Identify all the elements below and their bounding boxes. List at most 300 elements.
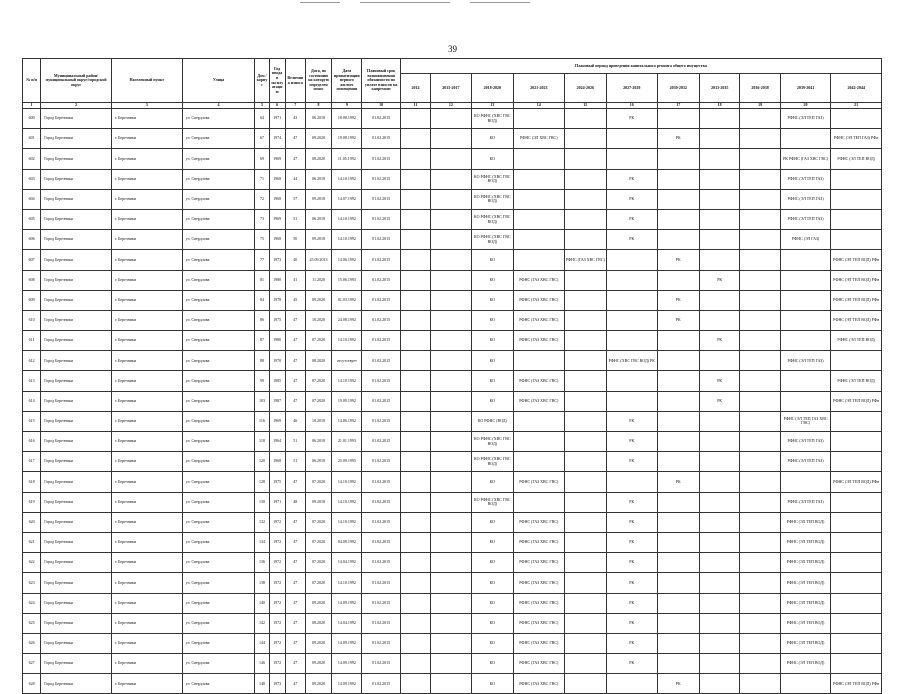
cell-no: 608 xyxy=(23,270,41,290)
cell-wear: 40 xyxy=(285,250,305,270)
table-row xyxy=(23,411,882,431)
column-number: 10 xyxy=(362,103,400,109)
cell-period xyxy=(699,593,739,613)
table-body xyxy=(23,109,882,694)
cell-period: КО РФНС (ХВС ГВС ВОД) xyxy=(471,230,513,250)
cell-locality: г. Березники xyxy=(111,654,182,674)
cell-house: 148 xyxy=(255,674,269,694)
cell-period xyxy=(740,452,780,472)
cell-municipality: Город Березники xyxy=(41,472,112,492)
scan-artifact xyxy=(360,2,450,3)
cell-privatization-date: 14.09.1992 xyxy=(332,674,362,694)
capital-repair-table-container xyxy=(22,58,882,694)
cell-period xyxy=(657,593,699,613)
cell-period xyxy=(780,371,831,391)
cell-year-built: 1972 xyxy=(269,613,285,633)
cell-period: РФНС (ЭЛ ТЕП ГАЗ) xyxy=(780,432,831,452)
cell-locality: г. Березники xyxy=(111,391,182,411)
cell-period xyxy=(564,109,606,129)
cell-street: ул. Свердлова xyxy=(182,633,255,653)
cell-period xyxy=(699,512,739,532)
cell-period xyxy=(699,674,739,694)
header-municipality: Муниципальный район/ муниципальный округ/городской округ xyxy=(41,59,112,103)
cell-year-built: 1985 xyxy=(269,371,285,391)
cell-obligation-date: 01.02.2015 xyxy=(362,654,400,674)
cell-period: РФНС (ГАЗ ХВС ГВС) xyxy=(514,613,565,633)
cell-period xyxy=(657,553,699,573)
cell-period xyxy=(431,270,471,290)
table-row xyxy=(23,250,882,270)
cell-municipality: Город Березники xyxy=(41,109,112,129)
cell-period xyxy=(657,169,699,189)
cell-street: ул. Свердлова xyxy=(182,512,255,532)
cell-period xyxy=(514,230,565,250)
cell-period xyxy=(657,209,699,229)
cell-period xyxy=(514,250,565,270)
cell-period: КО xyxy=(471,553,513,573)
cell-no: 600 xyxy=(23,109,41,129)
cell-state-date: 10.2020 xyxy=(305,310,331,330)
cell-period: КО РФНС (ХВС ГВС ВОД) xyxy=(471,169,513,189)
cell-period: РФНС (ЭЛ ХВС ГВС) xyxy=(514,129,565,149)
cell-house: 87 xyxy=(255,331,269,351)
cell-year-built: 1972 xyxy=(269,573,285,593)
cell-street: ул. Свердлова xyxy=(182,371,255,391)
cell-street: ул. Свердлова xyxy=(182,351,255,371)
cell-period: РФНС (ЭЛ ТЕП ВОД) xyxy=(780,573,831,593)
cell-period xyxy=(657,270,699,290)
cell-wear: 47 xyxy=(285,371,305,391)
cell-year-built: 1973 xyxy=(269,250,285,270)
cell-privatization-date: 04.09.1992 xyxy=(332,532,362,552)
cell-wear: 47 xyxy=(285,633,305,653)
cell-locality: г. Березники xyxy=(111,189,182,209)
table-row xyxy=(23,351,882,371)
cell-year-built: 1971 xyxy=(269,109,285,129)
cell-period xyxy=(431,512,471,532)
cell-period: КО РФНС (ХВС ГВС ВОД) xyxy=(471,109,513,129)
cell-obligation-date: 01.02.2015 xyxy=(362,452,400,472)
cell-obligation-date: 01.02.2015 xyxy=(362,613,400,633)
cell-period xyxy=(564,189,606,209)
cell-period xyxy=(431,492,471,512)
cell-period: РФНС (ЭЛ ТЕП ВОД) РФн xyxy=(831,674,882,694)
page-number: 39 xyxy=(448,44,457,54)
cell-state-date: 07.2020 xyxy=(305,512,331,532)
cell-period xyxy=(740,432,780,452)
cell-year-built: 1973 xyxy=(269,674,285,694)
header-privatization-date: Дата приватизации первого жилого помещения xyxy=(332,59,362,103)
cell-house: 144 xyxy=(255,633,269,653)
cell-state-date: 09.2020 xyxy=(305,633,331,653)
column-number: 11 xyxy=(400,103,430,109)
cell-period: РФНС (ЭЛ ТЕП ВОД) РФн xyxy=(831,250,882,270)
column-number: 21 xyxy=(831,103,882,109)
column-number: 3 xyxy=(111,103,182,109)
cell-state-date: 09.2020 xyxy=(305,593,331,613)
cell-wear: 51 xyxy=(285,452,305,472)
cell-period xyxy=(657,654,699,674)
cell-period xyxy=(699,129,739,149)
cell-period xyxy=(657,613,699,633)
cell-municipality: Город Березники xyxy=(41,169,112,189)
cell-period xyxy=(564,149,606,169)
cell-period xyxy=(400,674,430,694)
cell-period xyxy=(514,411,565,431)
cell-no: 610 xyxy=(23,310,41,330)
cell-period xyxy=(657,432,699,452)
cell-period xyxy=(607,250,658,270)
header-locality: Населенный пункт xyxy=(111,59,182,103)
cell-municipality: Город Березники xyxy=(41,331,112,351)
cell-municipality: Город Березники xyxy=(41,573,112,593)
cell-period xyxy=(780,270,831,290)
table-row xyxy=(23,391,882,411)
cell-municipality: Город Березники xyxy=(41,532,112,552)
cell-period xyxy=(564,391,606,411)
cell-year-built: 1964 xyxy=(269,432,285,452)
cell-state-date: 09.2020 xyxy=(305,674,331,694)
cell-period: КО xyxy=(471,371,513,391)
cell-period xyxy=(831,411,882,431)
cell-locality: г. Березники xyxy=(111,553,182,573)
cell-state-date: 07.2020 xyxy=(305,532,331,552)
cell-period xyxy=(431,472,471,492)
cell-locality: г. Березники xyxy=(111,169,182,189)
cell-period xyxy=(564,129,606,149)
cell-period xyxy=(831,452,882,472)
header-state-date: Дата, по состоянию на которую определен износ xyxy=(305,59,331,103)
cell-period: КО xyxy=(471,129,513,149)
cell-period: РФНС (ЭЛ ТЕП ВОД) РФн xyxy=(831,310,882,330)
cell-period xyxy=(431,371,471,391)
cell-period: КО xyxy=(471,290,513,310)
cell-period: РК xyxy=(607,512,658,532)
cell-period xyxy=(607,371,658,391)
cell-wear: 50 xyxy=(285,230,305,250)
cell-period: РФНС (ГАЗ ХВС ГВС) xyxy=(514,593,565,613)
cell-year-built: 1971 xyxy=(269,492,285,512)
table-row xyxy=(23,371,882,391)
cell-privatization-date: 14.06.1992 xyxy=(332,250,362,270)
cell-state-date: 25.09.2013 xyxy=(305,250,331,270)
cell-period xyxy=(699,452,739,472)
cell-wear: 47 xyxy=(285,129,305,149)
table-row xyxy=(23,532,882,552)
cell-no: 623 xyxy=(23,573,41,593)
cell-house: 103 xyxy=(255,391,269,411)
cell-period: РК xyxy=(607,613,658,633)
header-house: Дом / корпус xyxy=(255,59,269,103)
cell-period xyxy=(400,452,430,472)
cell-locality: г. Березники xyxy=(111,613,182,633)
cell-no: 624 xyxy=(23,593,41,613)
table-row xyxy=(23,109,882,129)
cell-no: 602 xyxy=(23,149,41,169)
cell-period xyxy=(564,310,606,330)
cell-period: РФНС (ЭЛ ТЕП ВОД) xyxy=(780,654,831,674)
cell-period xyxy=(699,351,739,371)
cell-street: ул. Свердлова xyxy=(182,391,255,411)
cell-municipality: Город Березники xyxy=(41,432,112,452)
table-row xyxy=(23,290,882,310)
cell-period xyxy=(740,593,780,613)
cell-period xyxy=(831,109,882,129)
cell-house: 120 xyxy=(255,452,269,472)
table-header xyxy=(23,59,882,109)
cell-period: РФНС (ЭЛ ТЕП ГАЗ) xyxy=(780,189,831,209)
cell-period xyxy=(657,371,699,391)
cell-privatization-date: 14.10.1992 xyxy=(332,169,362,189)
cell-period: РФНС (ЭЛ ТЕП ВОД) xyxy=(831,149,882,169)
cell-period xyxy=(514,452,565,472)
cell-period xyxy=(564,593,606,613)
cell-period: РК xyxy=(607,553,658,573)
cell-period xyxy=(740,633,780,653)
cell-period xyxy=(514,149,565,169)
cell-municipality: Город Березники xyxy=(41,270,112,290)
cell-street: ул. Свердлова xyxy=(182,472,255,492)
cell-no: 614 xyxy=(23,391,41,411)
cell-obligation-date: 01.02.2015 xyxy=(362,432,400,452)
cell-privatization-date: отсутствует xyxy=(332,351,362,371)
cell-period xyxy=(431,331,471,351)
cell-locality: г. Березники xyxy=(111,230,182,250)
cell-state-date: 06.2018 xyxy=(305,209,331,229)
cell-period xyxy=(431,654,471,674)
cell-obligation-date: 01.02.2015 xyxy=(362,492,400,512)
cell-street: ул. Свердлова xyxy=(182,169,255,189)
cell-period: РФНС (ХВС ГВС ВОД) РК xyxy=(607,351,658,371)
cell-period xyxy=(607,149,658,169)
cell-wear: 46 xyxy=(285,411,305,431)
cell-period xyxy=(564,230,606,250)
cell-period: РК xyxy=(607,189,658,209)
cell-period xyxy=(564,492,606,512)
cell-period xyxy=(740,391,780,411)
cell-period: РК xyxy=(607,633,658,653)
cell-period xyxy=(740,532,780,552)
cell-period xyxy=(400,250,430,270)
header-period: 2039-2041 xyxy=(780,74,831,103)
cell-house: 130 xyxy=(255,492,269,512)
cell-period xyxy=(657,331,699,351)
cell-wear: 47 xyxy=(285,310,305,330)
cell-wear: 47 xyxy=(285,573,305,593)
cell-period xyxy=(740,654,780,674)
cell-period xyxy=(514,209,565,229)
cell-obligation-date: 01.02.2015 xyxy=(362,129,400,149)
cell-period: КО xyxy=(471,512,513,532)
cell-period xyxy=(514,189,565,209)
cell-period xyxy=(431,411,471,431)
cell-period: РК xyxy=(699,331,739,351)
cell-period: РФНС (ГАЗ ХВС ГВС) xyxy=(514,371,565,391)
cell-state-date: 09.2018 xyxy=(305,230,331,250)
cell-period xyxy=(657,633,699,653)
cell-period xyxy=(740,492,780,512)
column-number: 19 xyxy=(740,103,780,109)
cell-period xyxy=(400,331,430,351)
cell-period xyxy=(431,532,471,552)
cell-obligation-date: 01.02.2015 xyxy=(362,109,400,129)
cell-obligation-date: 01.02.2015 xyxy=(362,351,400,371)
cell-period xyxy=(831,432,882,452)
cell-state-date: 07.2020 xyxy=(305,371,331,391)
cell-period xyxy=(400,230,430,250)
table-row xyxy=(23,149,882,169)
cell-year-built: 1972 xyxy=(269,654,285,674)
cell-obligation-date: 01.02.2015 xyxy=(362,331,400,351)
cell-wear: 44 xyxy=(285,169,305,189)
cell-state-date: 08.2020 xyxy=(305,149,331,169)
cell-period: РФНС (ЭЛ ТЕП ГАЗ) xyxy=(780,109,831,129)
cell-municipality: Город Березники xyxy=(41,654,112,674)
scan-artifact xyxy=(300,2,340,3)
table-row xyxy=(23,189,882,209)
cell-period xyxy=(431,129,471,149)
cell-privatization-date: 14.09.1992 xyxy=(332,633,362,653)
cell-wear: 47 xyxy=(285,613,305,633)
cell-period xyxy=(780,472,831,492)
cell-period: РК xyxy=(607,230,658,250)
column-number: 18 xyxy=(699,103,739,109)
cell-period xyxy=(400,391,430,411)
cell-no: 620 xyxy=(23,512,41,532)
cell-period xyxy=(564,169,606,189)
cell-no: 612 xyxy=(23,351,41,371)
cell-locality: г. Березники xyxy=(111,573,182,593)
cell-house: 84 xyxy=(255,290,269,310)
cell-period xyxy=(400,129,430,149)
table-row xyxy=(23,613,882,633)
cell-wear: 51 xyxy=(285,209,305,229)
cell-period: КО xyxy=(471,633,513,653)
cell-period xyxy=(831,633,882,653)
cell-period xyxy=(564,351,606,371)
cell-period xyxy=(564,452,606,472)
cell-street: ул. Свердлова xyxy=(182,553,255,573)
cell-year-built: 1980 xyxy=(269,270,285,290)
cell-state-date: 06.2018 xyxy=(305,432,331,452)
cell-period: РФНС (ЭЛ ТЕП ВОД) xyxy=(780,593,831,613)
cell-street: ул. Свердлова xyxy=(182,149,255,169)
cell-period xyxy=(780,290,831,310)
cell-period xyxy=(831,351,882,371)
cell-locality: г. Березники xyxy=(111,411,182,431)
cell-period: РК xyxy=(657,674,699,694)
cell-no: 615 xyxy=(23,411,41,431)
cell-year-built: 1975 xyxy=(269,472,285,492)
cell-period xyxy=(400,573,430,593)
cell-obligation-date: 01.02.2015 xyxy=(362,310,400,330)
cell-period: РФНС (ГАЗ ХВС ГВС) xyxy=(514,290,565,310)
cell-locality: г. Березники xyxy=(111,250,182,270)
cell-period: РФНС (ЭЛ ГАЗ) xyxy=(780,230,831,250)
cell-locality: г. Березники xyxy=(111,492,182,512)
cell-state-date: 09.2020 xyxy=(305,290,331,310)
cell-period xyxy=(699,310,739,330)
cell-street: ул. Свердлова xyxy=(182,129,255,149)
cell-period xyxy=(431,169,471,189)
cell-period xyxy=(699,189,739,209)
cell-period: РФНС (ЭЛ ТЕП ГАЗ) xyxy=(780,351,831,371)
cell-municipality: Город Березники xyxy=(41,553,112,573)
cell-street: ул. Свердлова xyxy=(182,411,255,431)
cell-no: 603 xyxy=(23,169,41,189)
cell-period xyxy=(699,149,739,169)
cell-period xyxy=(657,230,699,250)
cell-period: КО РФНС (ХВС ГВС ВОД) xyxy=(471,209,513,229)
cell-period xyxy=(740,189,780,209)
cell-wear: 43 xyxy=(285,109,305,129)
cell-period xyxy=(780,310,831,330)
cell-period xyxy=(400,593,430,613)
cell-period: РК xyxy=(657,310,699,330)
cell-period xyxy=(740,169,780,189)
cell-period xyxy=(699,109,739,129)
cell-period: КО xyxy=(471,654,513,674)
cell-obligation-date: 01.02.2015 xyxy=(362,270,400,290)
cell-state-date: 07.2020 xyxy=(305,391,331,411)
cell-locality: г. Березники xyxy=(111,351,182,371)
cell-municipality: Город Березники xyxy=(41,209,112,229)
cell-period xyxy=(514,432,565,452)
cell-locality: г. Березники xyxy=(111,310,182,330)
cell-period xyxy=(564,331,606,351)
cell-locality: г. Березники xyxy=(111,472,182,492)
cell-year-built: 1978 xyxy=(269,290,285,310)
cell-obligation-date: 01.02.2015 xyxy=(362,532,400,552)
cell-street: ул. Свердлова xyxy=(182,593,255,613)
cell-period xyxy=(564,633,606,653)
cell-period: РФНС (ГАЗ ХВС ГВС) xyxy=(514,573,565,593)
cell-privatization-date: 01.03.1992 xyxy=(332,290,362,310)
cell-privatization-date: 14.10.1992 xyxy=(332,209,362,229)
cell-period: РФНС (ГАЗ ХВС ГВС) xyxy=(514,391,565,411)
header-period: 2036-2038 xyxy=(740,74,780,103)
cell-period xyxy=(607,310,658,330)
cell-period: РФНС (ГАЗ ХВС ГВС) xyxy=(514,553,565,573)
cell-period xyxy=(740,351,780,371)
cell-year-built: 1972 xyxy=(269,593,285,613)
cell-privatization-date: 14.10.1992 xyxy=(332,573,362,593)
table-row xyxy=(23,512,882,532)
cell-period xyxy=(431,209,471,229)
cell-year-built: 1980 xyxy=(269,331,285,351)
cell-period: РК xyxy=(657,472,699,492)
cell-period xyxy=(431,613,471,633)
cell-period xyxy=(740,109,780,129)
cell-period xyxy=(831,189,882,209)
cell-year-built: 1972 xyxy=(269,532,285,552)
table-row xyxy=(23,674,882,694)
cell-period xyxy=(831,512,882,532)
cell-wear: 47 xyxy=(285,472,305,492)
cell-no: 607 xyxy=(23,250,41,270)
cell-period: РФНС (ЭЛ ТЕП ВОД) РФн xyxy=(831,472,882,492)
cell-street: ул. Свердлова xyxy=(182,452,255,472)
cell-house: 67 xyxy=(255,129,269,149)
cell-period xyxy=(780,391,831,411)
cell-no: 616 xyxy=(23,432,41,452)
cell-period: РФНС (ЭЛ ТЕП ГАЗ) xyxy=(780,492,831,512)
cell-privatization-date: 14.10.1992 xyxy=(332,331,362,351)
cell-period xyxy=(564,290,606,310)
cell-state-date: 07.2020 xyxy=(305,472,331,492)
cell-period xyxy=(657,411,699,431)
cell-period xyxy=(740,472,780,492)
